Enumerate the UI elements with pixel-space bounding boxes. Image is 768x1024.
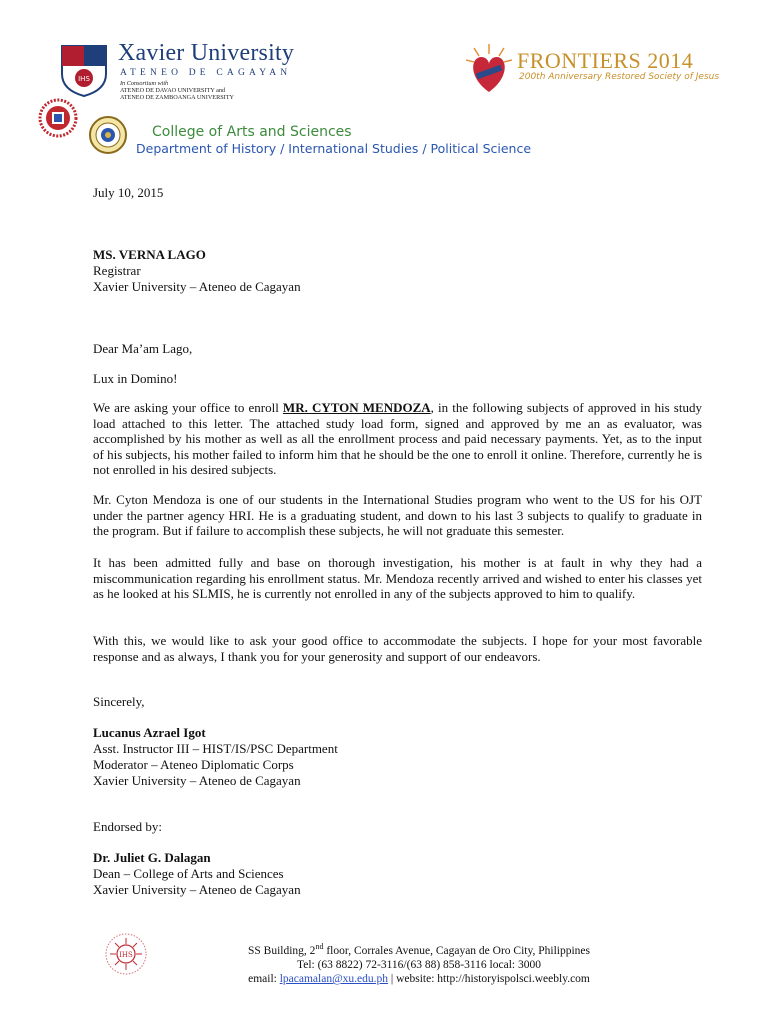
college-name: College of Arts and Sciences: [152, 124, 352, 140]
address-rest: floor, Corrales Avenue, Cagayan de Oro City, Philippines: [323, 944, 590, 957]
xu-crest-icon: [60, 44, 108, 98]
salutation: Dear Ma’am Lago,: [93, 341, 193, 356]
consortium-line: ATENEO DE ZAMBOANGA UNIVERSITY: [120, 94, 234, 101]
frontiers-heart-icon: [464, 42, 514, 94]
paragraph-3: It has been admitted fully and base on thorough investigation, his mother is at fault in why they had a miscommunication regarding his enrollment status. Mr. Mendoza recently arrived and wished to enter his classes yet as he looked at his SLMIS, he is currently not enrolled in any of the subjects approved to him to qualify.: [93, 555, 702, 602]
letter-date: July 10, 2015: [93, 185, 164, 200]
signer-name: Lucanus Azrael Igot: [93, 725, 206, 740]
svg-text:IHS: IHS: [119, 951, 133, 959]
paragraph-2: Mr. Cyton Mendoza is one of our students in the International Studies program who went to the US for his OJT under the partner agency HRI. He is a graduating student, and down to his last 3 subjects to qualify to graduate in the program. But if failure to accomplish these subjects, he will not graduate this semester.: [93, 492, 702, 539]
paragraph-1: [93, 400, 702, 478]
recipient-title: Registrar: [93, 263, 141, 278]
email-label: email:: [248, 973, 280, 986]
svg-text:IHS: IHS: [78, 75, 90, 83]
frontiers-subtitle: 200th Anniversary Restored Society of Jesus: [519, 72, 720, 82]
address-start: SS Building, 2: [248, 944, 316, 957]
consortium-line: In Consortium with: [120, 80, 169, 87]
recipient-organization: Xavier University – Ateneo de Cagayan: [93, 279, 301, 294]
signer-position: Asst. Instructor III – HIST/IS/PSC Department: [93, 741, 338, 756]
consortium-text: [120, 80, 234, 101]
address-superscript: nd: [315, 942, 324, 951]
website-text: | website: http://historyispolsci.weebly.com: [388, 973, 590, 986]
ihs-seal-icon: [104, 930, 148, 990]
university-name: Xavier University: [118, 40, 295, 66]
dept-seal-icon: [88, 115, 128, 155]
university-subtitle: ATENEO DE CAGAYAN: [120, 68, 292, 78]
paragraph-1-start: We are asking your office to enroll: [93, 400, 283, 415]
paragraph-1-rest: , in the following subjects of approved in his study load attached to this letter. The attached study load form, signed and approved by me an as evaluator, was accomplished by his mother as well as all the enrollment process and paid necessary payments. Yet, as to the input of his subjects, his mother failed to inform him that he should be the one to enroll it online. Therefore, currently he is not enrolled in his desired subjects.: [93, 400, 702, 478]
footer-contact: [150, 940, 688, 986]
consortium-line: ATENEO DE DAVAO UNIVERSITY and: [120, 87, 226, 94]
greeting: Lux in Domino!: [93, 371, 178, 386]
endorser-organization: Xavier University – Ateneo de Cagayan: [93, 882, 301, 897]
signer-organization: Xavier University – Ateneo de Cagayan: [93, 773, 301, 788]
student-name: MR. CYTON MENDOZA: [282, 400, 431, 415]
recipient-name: MS. VERNA LAGO: [93, 247, 206, 262]
email-link[interactable]: lpacamalan@xu.edu.ph: [279, 973, 389, 986]
footer-email-line: [150, 972, 688, 986]
endorsed-label: Endorsed by:: [93, 819, 162, 834]
footer-telephone: Tel: (63 8822) 72-3116/(63 88) 858-3116 local: 3000: [297, 959, 541, 972]
endorser-name: Dr. Juliet G. Dalagan: [93, 850, 211, 865]
endorser-position: Dean – College of Arts and Sciences: [93, 866, 284, 881]
footer-address: [150, 940, 688, 958]
cas-seal-icon: [38, 98, 78, 138]
closing: Sincerely,: [93, 694, 145, 709]
department-name: Department of History / International Studies / Political Science: [136, 141, 532, 156]
frontiers-title: FRONTIERS 2014: [517, 48, 694, 73]
signer-moderator: Moderator – Ateneo Diplomatic Corps: [93, 757, 294, 772]
paragraph-4: With this, we would like to ask your good office to accommodate the subjects. I hope for your most favorable response and as always, I thank you for your generosity and support of our endeavors.: [93, 633, 702, 664]
